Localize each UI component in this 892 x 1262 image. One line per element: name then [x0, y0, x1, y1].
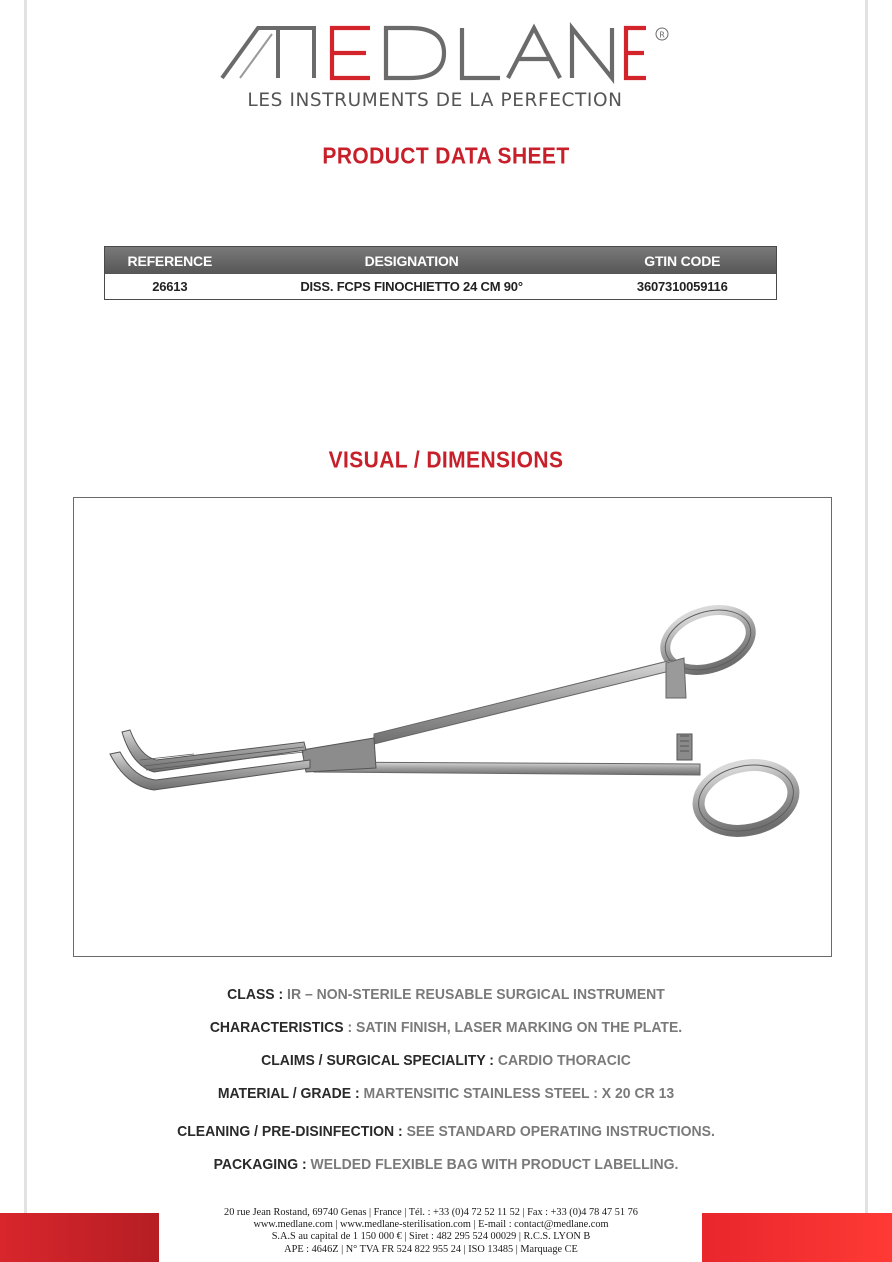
reference-value: 26613	[152, 279, 188, 294]
reference-table	[104, 246, 777, 300]
designation-value: DISS. FCPS FINOCHIETTO 24 CM 90°	[300, 279, 523, 294]
dissecting-forceps-image	[74, 498, 830, 955]
spec-packaging	[0, 1156, 892, 1173]
brand-tagline: LES INSTRUMENTS DE LA PERFECTION	[247, 90, 623, 111]
spec-label: PACKAGING :	[213, 1155, 307, 1173]
spec-claims	[0, 1052, 892, 1069]
footer-red-bar-left	[0, 1213, 159, 1262]
spec-cleaning	[0, 1123, 892, 1140]
spec-value: : SATIN FINISH, LASER MARKING ON THE PLATE.	[343, 1018, 683, 1036]
spec-label: CLEANING / PRE-DISINFECTION :	[177, 1122, 403, 1140]
spec-label: CHARACTERISTICS	[209, 1018, 344, 1036]
header-gtin-code: GTIN CODE	[644, 252, 721, 269]
spec-characteristics	[0, 1019, 892, 1036]
footer-registration: APE : 4646Z | N° TVA FR 524 822 955 24 | ISO 13485 | Marquage CE	[284, 1243, 578, 1255]
product-image-frame	[73, 497, 832, 957]
spec-value: WELDED FLEXIBLE BAG WITH PRODUCT LABELLING.	[306, 1155, 679, 1173]
footer-address: 20 rue Jean Rostand, 69740 Genas | France | Tél. : +33 (0)4 72 52 11 52 | Fax : +33 (0)4 78 47 51 76	[224, 1207, 638, 1218]
reference-table-header	[105, 247, 776, 274]
medlane-logo	[220, 22, 672, 84]
spec-value: IR – NON-STERILE REUSABLE SURGICAL INSTRUMENT	[283, 985, 665, 1003]
company-footer	[170, 1207, 692, 1256]
spec-class	[0, 986, 892, 1003]
spec-value: MARTENSITIC STAINLESS STEEL : X 20 CR 13	[359, 1084, 675, 1102]
visual-dimensions-title: VISUAL / DIMENSIONS	[328, 448, 564, 473]
table-row	[105, 274, 776, 299]
spec-material	[0, 1085, 892, 1102]
product-data-sheet-title: PRODUCT DATA SHEET	[322, 144, 570, 169]
header-reference: REFERENCE	[127, 252, 213, 269]
footer-websites: www.medlane.com | www.medlane-sterilisation.com | E-mail : contact@medlane.com	[253, 1219, 609, 1231]
spec-label: CLAIMS / SURGICAL SPECIALITY :	[261, 1051, 494, 1069]
footer-legal: S.A.S au capital de 1 150 000 € | Siret : 482 295 524 00029 | R.C.S. LYON B	[271, 1231, 591, 1243]
footer-red-bar-right	[702, 1213, 892, 1262]
registered-mark: R	[659, 30, 665, 40]
header-designation: DESIGNATION	[364, 252, 459, 269]
spec-label: MATERIAL / GRADE :	[217, 1084, 360, 1102]
spec-value: CARDIO THORACIC	[493, 1051, 631, 1069]
spec-label: CLASS :	[227, 985, 284, 1003]
spec-value: SEE STANDARD OPERATING INSTRUCTIONS.	[402, 1122, 715, 1140]
gtin-value: 3607310059116	[636, 279, 728, 294]
